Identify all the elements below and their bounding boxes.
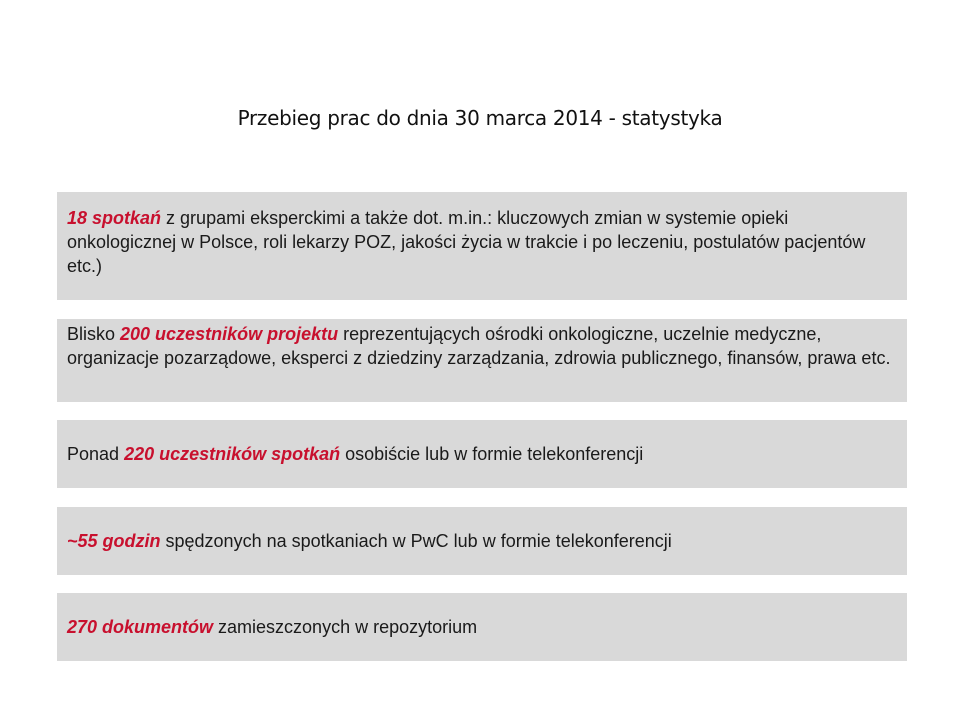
stat-text — [67, 322, 897, 370]
stat-highlight: 220 uczestników spotkań — [124, 444, 341, 464]
stat-text — [67, 442, 897, 466]
stat-highlight: 18 spotkań — [67, 208, 162, 228]
stat-post-text: spędzonych na spotkaniach w PwC lub w formie telekonferencji — [160, 531, 672, 551]
stat-box-meeting-participants — [57, 420, 907, 488]
stat-highlight: 200 uczestników projektu — [120, 324, 339, 344]
stat-box-participants — [57, 319, 907, 402]
stat-post-text: z grupami eksperckimi a także dot. m.in.: kluczowych zmian w systemie opieki onkologicznej w Polsce, roli lekarzy POZ, jakości życia w trakcie i po leczeniu, postulatów pacjentów etc.) — [67, 208, 866, 276]
stat-highlight: 270 dokumentów — [67, 617, 214, 637]
stat-text — [67, 206, 897, 278]
stat-box-documents — [57, 593, 907, 661]
stat-box-meetings — [57, 192, 907, 300]
stat-text — [67, 615, 897, 639]
slide-title: Przebieg prac do dnia 30 marca 2014 - statystyka — [237, 106, 723, 130]
stat-text — [67, 529, 897, 553]
stat-post-text: reprezentujących ośrodki onkologiczne, uczelnie medyczne, organizacje pozarządowe, eksperci z dziedziny zarządzania, zdrowia publicznego, finansów, prawa etc. — [67, 324, 891, 368]
stat-box-hours — [57, 507, 907, 575]
stat-pre-text: Blisko — [67, 324, 121, 344]
stat-post-text: zamieszczonych w repozytorium — [213, 617, 478, 637]
stat-pre-text: Ponad — [67, 444, 125, 464]
stat-post-text: osobiście lub w formie telekonferencji — [340, 444, 644, 464]
stat-highlight: ~55 godzin — [67, 531, 161, 551]
